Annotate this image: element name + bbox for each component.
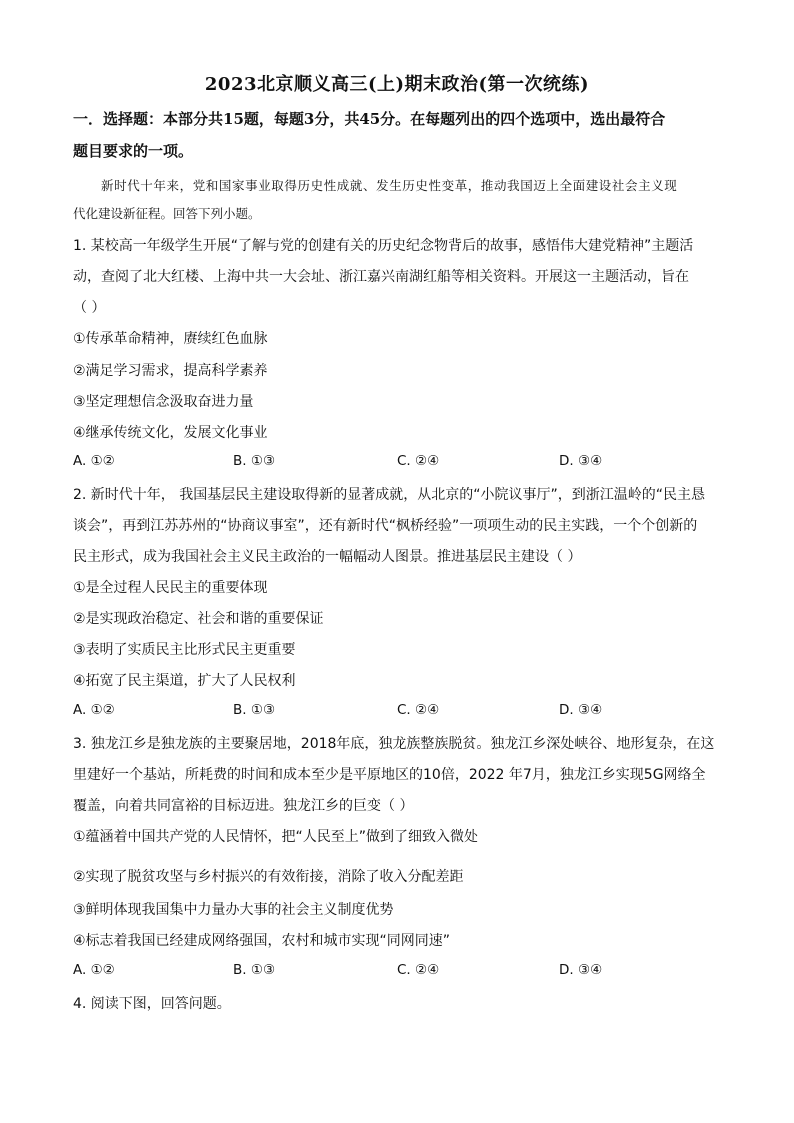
question-1-stem-line-3: （ ） (73, 300, 106, 316)
question-3-item-2: ②实现了脱贫攻坚与乡村振兴的有效衔接，消除了收入分配差距 (73, 869, 464, 885)
question-4-stem: 4. 阅读下图，回答问题。 (73, 996, 231, 1012)
question-1-item-2: ②满足学习需求，提高科学素养 (73, 363, 268, 379)
question-2-stem-line-2: 谈会”，再到江苏苏州的“协商议事室”，还有新时代“枫桥经验”一项项生动的民主实践，一个个创新的 (73, 518, 698, 534)
question-2-item-4: ④拓宽了民主渠道，扩大了人民权利 (73, 673, 296, 689)
question-1-stem-line-2: 动，查阅了北大红楼、上海中共一大会址、浙江嘉兴南湖红船等相关资料。开展这一主题活动，旨在 (73, 269, 689, 285)
question-1-option-c[interactable]: C. ②④ (397, 453, 440, 469)
question-2-item-1: ①是全过程人民民主的重要体现 (73, 580, 268, 596)
question-1-item-1: ①传承革命精神，赓续红色血脉 (73, 331, 268, 347)
question-2-options (73, 702, 733, 722)
question-3-option-a[interactable]: A. ①② (73, 962, 115, 978)
section-instruction-line-1: 一．选择题：本部分共15题，每题3分，共45分。在每题列出的四个选项中，选出最符合 (73, 110, 666, 128)
question-1-option-d[interactable]: D. ③④ (559, 453, 603, 469)
intro-line-2: 代化建设新征程。回答下列小题。 (73, 206, 261, 221)
question-3-stem-line-3: 覆盖，向着共同富裕的目标迈进。独龙江乡的巨变（ ） (73, 798, 414, 814)
intro-line-1: 新时代十年来，党和国家事业取得历史性成就、发生历史性变革，推动我国迈上全面建设社会主义现 (101, 178, 678, 193)
question-2-item-2: ②是实现政治稳定、社会和谐的重要保证 (73, 611, 324, 627)
question-3-option-d[interactable]: D. ③④ (559, 962, 603, 978)
question-1-option-a[interactable]: A. ①② (73, 453, 115, 469)
question-1-options (73, 453, 733, 473)
question-3-item-1: ①蕴涵着中国共产党的人民情怀，把“人民至上”做到了细致入微处 (73, 829, 479, 845)
page-title: 2023北京顺义高三(上)期末政治(第一次统练) (204, 74, 590, 95)
section-instruction-line-2: 题目要求的一项。 (73, 142, 194, 160)
question-3-option-b[interactable]: B. ①③ (233, 962, 276, 978)
question-2-option-d[interactable]: D. ③④ (559, 702, 603, 718)
question-2-option-c[interactable]: C. ②④ (397, 702, 440, 718)
question-1-item-3: ③坚定理想信念汲取奋进力量 (73, 394, 254, 410)
question-3-stem-line-2: 里建好一个基站，所耗费的时间和成本至少是平原地区的10倍，2022 年7月，独龙江乡实现5G网络全 (73, 767, 706, 783)
question-2-stem-line-1: 2. 新时代十年， 我国基层民主建设取得新的显著成就，从北京的“小院议事厅”，到浙江温岭的“民主恳 (73, 487, 706, 503)
question-3-item-4: ④标志着我国已经建成网络强国，农村和城市实现“同网同速” (73, 933, 451, 949)
question-1-item-4: ④继承传统文化，发展文化事业 (73, 425, 268, 441)
question-2-option-b[interactable]: B. ①③ (233, 702, 276, 718)
question-3-stem-line-1: 3. 独龙江乡是独龙族的主要聚居地，2018年底，独龙族整族脱贫。独龙江乡深处峡谷、地形复杂，在这 (73, 736, 715, 752)
question-2-item-3: ③表明了实质民主比形式民主更重要 (73, 642, 296, 658)
question-2-stem-line-3: 民主形式，成为我国社会主义民主政治的一幅幅动人图景。推进基层民主建设（ ） (73, 549, 582, 565)
question-1-option-b[interactable]: B. ①③ (233, 453, 276, 469)
question-1-stem-line-1: 1. 某校高一年级学生开展“了解与党的创建有关的历史纪念物背后的故事，感悟伟大建党精神”主题活 (73, 238, 694, 254)
question-3-item-3: ③鲜明体现我国集中力量办大事的社会主义制度优势 (73, 902, 394, 918)
question-3-options (73, 962, 733, 982)
question-2-option-a[interactable]: A. ①② (73, 702, 115, 718)
question-3-option-c[interactable]: C. ②④ (397, 962, 440, 978)
